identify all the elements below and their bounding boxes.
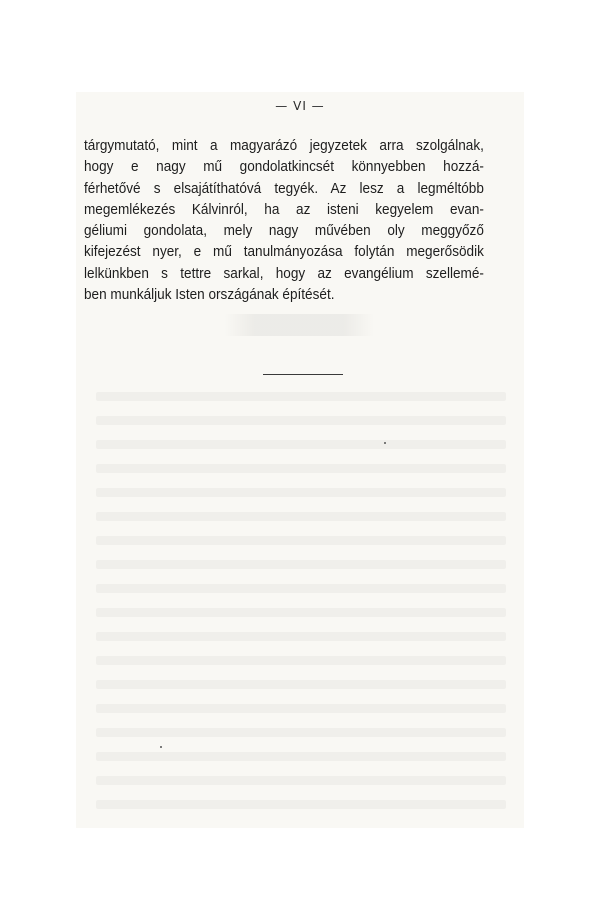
bleed-through-line xyxy=(96,392,506,401)
bleed-through-line xyxy=(96,536,506,545)
speck-mark xyxy=(160,746,162,748)
paragraph-line: tárgymutató, mint a magyarázó jegyzetek arra szolgálnak, xyxy=(84,138,484,154)
bleed-through-line xyxy=(96,440,506,449)
bleed-through-line xyxy=(96,680,506,689)
bleed-through-line xyxy=(96,656,506,665)
bleed-through-line xyxy=(96,560,506,569)
paragraph-line: lelkünkben s tettre sarkal, hogy az evangélium szellemé- xyxy=(84,265,484,282)
bleed-through-line xyxy=(96,632,506,641)
book-page xyxy=(76,92,524,828)
paragraph-line: megemlékezés Kálvinról, ha az isteni kegyelem evan- xyxy=(84,201,484,218)
bleed-through-line xyxy=(96,416,506,425)
speck-mark xyxy=(384,442,386,444)
paragraph-line: férhetővé s elsajátíthatóvá tegyék. Az lesz a legméltóbb xyxy=(84,180,484,197)
bleed-through-line xyxy=(96,752,506,761)
bleed-through-title-shadow xyxy=(224,314,374,336)
body-paragraph xyxy=(84,136,484,306)
bleed-through-line xyxy=(96,584,506,593)
bleed-through-line xyxy=(96,608,506,617)
bleed-through-line xyxy=(96,512,506,521)
bleed-through-line xyxy=(96,800,506,809)
paragraph-line: ben munkáljuk Isten országának építését. xyxy=(84,287,335,304)
bleed-through-line xyxy=(96,704,506,713)
paragraph-line: kifejezést nyer, e mű tanulmányozása folytán megerősödik xyxy=(84,244,484,261)
bleed-through-line xyxy=(96,776,506,785)
bleed-through-line xyxy=(96,728,506,737)
bleed-through-line xyxy=(96,464,506,473)
section-divider-rule xyxy=(263,374,343,375)
page-number-header: — VI — xyxy=(275,99,325,113)
paragraph-line: géliumi gondolata, mely nagy művében oly meggyőző xyxy=(84,223,484,240)
bleed-through-line xyxy=(96,488,506,497)
paragraph-line: hogy e nagy mű gondolatkincsét könnyebben hozzá- xyxy=(84,159,484,176)
